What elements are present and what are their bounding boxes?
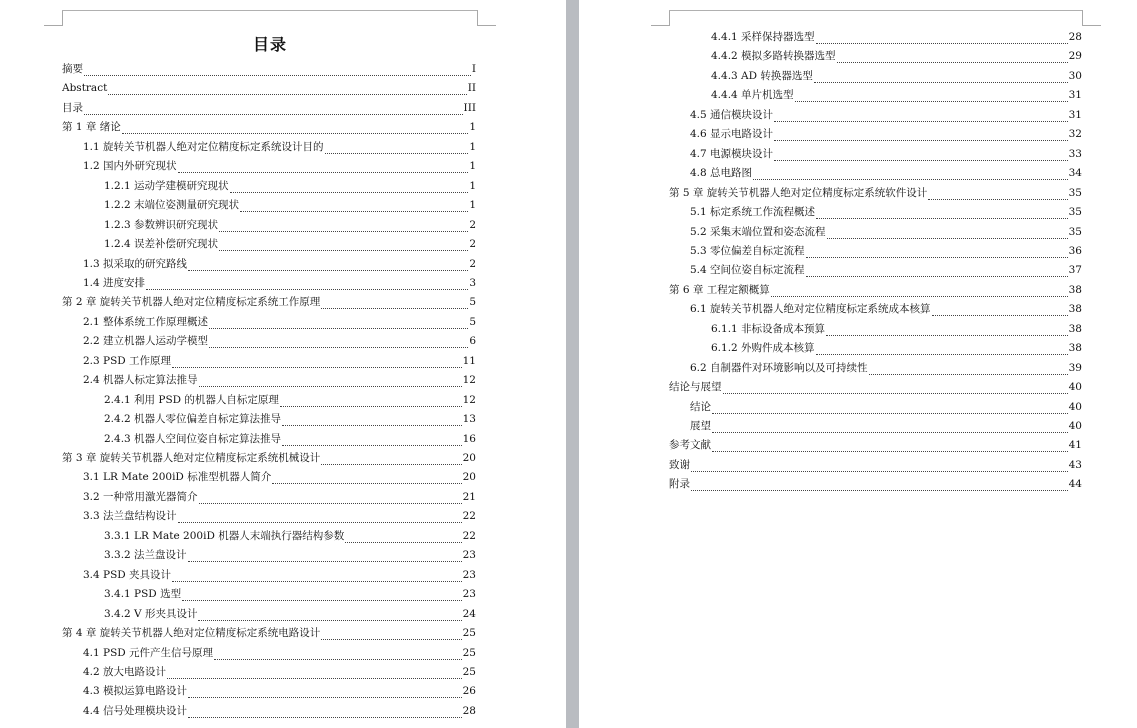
toc-dot-leader bbox=[209, 318, 468, 329]
toc-dot-leader bbox=[827, 228, 1068, 239]
toc-entry[interactable] bbox=[669, 380, 1082, 394]
toc-entry-page-number: 1 bbox=[469, 179, 476, 192]
document-page-right bbox=[579, 0, 1137, 728]
toc-entry-page-number: 20 bbox=[462, 471, 476, 484]
toc-entry-page-number: 40 bbox=[1068, 420, 1082, 432]
toc-entry-label: 1.2.4 误差补偿研究现状 bbox=[104, 238, 219, 251]
toc-entry[interactable] bbox=[669, 458, 1082, 472]
toc-dot-leader bbox=[172, 571, 462, 582]
toc-entry-page-number: 28 bbox=[462, 704, 476, 717]
toc-entry-label: 4.2 放大电路设计 bbox=[83, 665, 167, 678]
toc-entry-label: 3.4.2 V 形夹具设计 bbox=[104, 607, 198, 620]
toc-entry[interactable] bbox=[104, 529, 476, 543]
toc-entry-page-number: 23 bbox=[462, 549, 476, 562]
toc-entry-label: 结论 bbox=[690, 400, 711, 413]
toc-entry[interactable] bbox=[669, 438, 1082, 452]
toc-dot-leader bbox=[167, 668, 462, 679]
toc-entry-label: 4.4 信号处理模块设计 bbox=[83, 704, 188, 717]
toc-entry-page-number: 12 bbox=[462, 374, 476, 387]
toc-entry-label: 1.2.3 参数辨识研究现状 bbox=[104, 218, 219, 231]
toc-dot-leader bbox=[753, 169, 1068, 180]
toc-entry-label: 1.1 旋转关节机器人绝对定位精度标定系统设计目的 bbox=[83, 140, 324, 153]
toc-entry[interactable] bbox=[690, 419, 1082, 433]
toc-entry[interactable] bbox=[104, 179, 476, 193]
toc-entry-page-number: 25 bbox=[462, 665, 476, 678]
toc-dot-leader bbox=[219, 221, 468, 232]
toc-dot-leader bbox=[198, 610, 461, 621]
toc-entry-page-number: 35 bbox=[1068, 225, 1082, 238]
toc-entry-label: 3.1 LR Mate 200iD 标准型机器人简介 bbox=[83, 471, 272, 484]
toc-entry-page-number: 38 bbox=[1068, 283, 1082, 296]
toc-entry[interactable] bbox=[690, 400, 1082, 414]
toc-dot-leader bbox=[712, 441, 1068, 452]
toc-dot-leader bbox=[932, 305, 1068, 316]
toc-entry-label: 2.3 PSD 工作原理 bbox=[83, 354, 172, 367]
toc-dot-leader bbox=[84, 65, 471, 76]
toc-entry-label: 5.4 空间位姿自标定流程 bbox=[690, 264, 805, 277]
toc-entry-page-number: 38 bbox=[1068, 322, 1082, 335]
toc-entry-page-number: 26 bbox=[462, 685, 476, 698]
toc-entry-page-number: 40 bbox=[1068, 381, 1082, 394]
toc-dot-leader bbox=[282, 435, 462, 446]
toc-dot-leader bbox=[816, 208, 1068, 219]
toc-entry[interactable] bbox=[104, 548, 476, 562]
toc-entry-page-number: 1 bbox=[469, 140, 476, 153]
page-gutter bbox=[566, 0, 579, 728]
toc-entry-label: Abstract bbox=[62, 82, 108, 95]
toc-entry-label: 1.2.1 运动学建模研究现状 bbox=[104, 179, 229, 192]
page-top-rule bbox=[669, 10, 1082, 11]
toc-entry-label: 1.4 进度安排 bbox=[83, 276, 146, 289]
toc-dot-leader bbox=[188, 687, 462, 698]
toc-entry-label: 1.2 国内外研究现状 bbox=[83, 160, 177, 173]
toc-entry-label: 3.2 一种常用激光器简介 bbox=[83, 490, 198, 503]
toc-dot-leader bbox=[691, 461, 1068, 472]
toc-entry-label: 2.1 整体系统工作原理概述 bbox=[83, 315, 209, 328]
toc-entry-label: 第 6 章 工程定额概算 bbox=[669, 283, 770, 296]
toc-dot-leader bbox=[230, 182, 469, 193]
toc-entry-label: 4.5 通信模块设计 bbox=[690, 108, 774, 121]
toc-entry-page-number: 38 bbox=[1068, 342, 1082, 355]
toc-entry[interactable] bbox=[83, 684, 476, 698]
toc-entry-page-number: 6 bbox=[469, 335, 476, 348]
toc-dot-leader bbox=[869, 364, 1068, 375]
toc-entry[interactable] bbox=[62, 451, 476, 465]
toc-dot-leader bbox=[84, 104, 463, 115]
toc-entry[interactable] bbox=[62, 81, 476, 95]
toc-entry-label: 目录 bbox=[62, 101, 83, 114]
toc-dot-leader bbox=[837, 52, 1068, 63]
toc-entry-page-number: 2 bbox=[469, 257, 476, 270]
toc-entry-label: 4.6 显示电路设计 bbox=[690, 128, 774, 141]
toc-dot-leader bbox=[146, 279, 468, 290]
toc-entry-page-number: 36 bbox=[1068, 244, 1082, 257]
toc-entry-label: 摘要 bbox=[62, 63, 83, 75]
toc-dot-leader bbox=[816, 344, 1068, 355]
toc-entry-label: 3.3.2 法兰盘设计 bbox=[104, 549, 187, 562]
toc-entry[interactable] bbox=[711, 322, 1082, 336]
toc-entry-label: 4.8 总电路图 bbox=[690, 167, 753, 180]
toc-entry-label: 5.1 标定系统工作流程概述 bbox=[690, 206, 816, 219]
toc-entry-page-number: 31 bbox=[1068, 89, 1082, 102]
document-page-left bbox=[0, 0, 566, 728]
toc-entry[interactable] bbox=[690, 147, 1082, 161]
toc-entry-label: 5.3 零位偏差自标定流程 bbox=[690, 244, 805, 257]
toc-entry-page-number: 34 bbox=[1068, 167, 1082, 180]
toc-dot-leader bbox=[771, 286, 1068, 297]
toc-entry[interactable] bbox=[690, 263, 1082, 277]
toc-entry-page-number: 33 bbox=[1068, 147, 1082, 160]
toc-dot-leader bbox=[712, 403, 1068, 414]
crop-mark-top-right bbox=[477, 10, 496, 26]
toc-dot-leader bbox=[214, 649, 462, 660]
toc-entry-page-number: 35 bbox=[1068, 206, 1082, 219]
toc-dot-leader bbox=[325, 143, 469, 154]
toc-entry-label: 参考文献 bbox=[669, 439, 711, 452]
toc-entry[interactable] bbox=[83, 470, 476, 484]
toc-dot-leader bbox=[774, 111, 1068, 122]
toc-entry-page-number: 38 bbox=[1068, 303, 1082, 316]
toc-dot-leader bbox=[321, 454, 461, 465]
toc-entry-label: 4.1 PSD 元件产生信号原理 bbox=[83, 646, 214, 659]
toc-entry-page-number: 21 bbox=[462, 490, 476, 503]
toc-entry[interactable] bbox=[83, 334, 476, 348]
toc-dot-leader bbox=[182, 590, 462, 601]
toc-entry[interactable] bbox=[690, 302, 1082, 316]
toc-entry-label: 4.4.2 模拟多路转换器选型 bbox=[711, 50, 836, 63]
toc-entry-page-number: 43 bbox=[1068, 458, 1082, 471]
toc-dot-leader bbox=[691, 480, 1068, 491]
toc-entry-page-number: 20 bbox=[462, 452, 476, 464]
toc-entry-page-number: 5 bbox=[469, 296, 476, 309]
toc-entry[interactable] bbox=[104, 393, 476, 407]
toc-dot-leader bbox=[712, 422, 1068, 433]
toc-entry-page-number: 22 bbox=[462, 529, 476, 542]
toc-entry-label: 5.2 采集末端位置和姿态流程 bbox=[690, 225, 826, 238]
toc-entry[interactable] bbox=[669, 477, 1082, 491]
toc-entry[interactable] bbox=[104, 607, 476, 621]
toc-entry-page-number: 39 bbox=[1068, 361, 1082, 374]
toc-dot-leader bbox=[240, 201, 468, 212]
toc-entry[interactable] bbox=[83, 159, 476, 173]
toc-entry-label: 2.4.3 机器人空间位姿自标定算法推导 bbox=[104, 432, 282, 445]
toc-entry[interactable] bbox=[690, 361, 1082, 375]
toc-dot-leader bbox=[280, 396, 462, 407]
toc-entry-label: 展望 bbox=[690, 420, 711, 432]
toc-entry-label: 结论与展望 bbox=[669, 381, 722, 394]
toc-entry-page-number: 35 bbox=[1068, 186, 1082, 199]
toc-entry[interactable] bbox=[711, 341, 1082, 355]
toc-entry[interactable] bbox=[83, 509, 476, 523]
toc-dot-leader bbox=[172, 357, 462, 368]
toc-dot-leader bbox=[272, 473, 461, 484]
toc-entry-page-number: II bbox=[467, 82, 476, 95]
toc-entry-page-number: I bbox=[471, 63, 476, 75]
toc-entry-label: 附录 bbox=[669, 478, 690, 491]
toc-entry-page-number: 25 bbox=[462, 646, 476, 659]
toc-entry[interactable] bbox=[690, 205, 1082, 219]
toc-entry-page-number: 22 bbox=[462, 510, 476, 523]
toc-entry[interactable] bbox=[711, 30, 1082, 44]
toc-entry-page-number: 2 bbox=[469, 238, 476, 251]
toc-dot-leader bbox=[826, 325, 1068, 336]
toc-entry-page-number: 30 bbox=[1068, 69, 1082, 82]
toc-dot-leader bbox=[774, 130, 1068, 141]
toc-dot-leader bbox=[774, 150, 1068, 161]
toc-entry-page-number: 40 bbox=[1068, 400, 1082, 413]
toc-dot-leader bbox=[178, 162, 469, 173]
toc-entry[interactable] bbox=[62, 295, 476, 309]
toc-dot-leader bbox=[188, 707, 462, 718]
toc-entry-page-number: 44 bbox=[1068, 478, 1082, 491]
toc-entry-label: 3.4.1 PSD 选型 bbox=[104, 588, 182, 601]
toc-entry[interactable] bbox=[690, 108, 1082, 122]
toc-entry-page-number: 28 bbox=[1068, 31, 1082, 43]
toc-entry-label: 第 2 章 旋转关节机器人绝对定位精度标定系统工作原理 bbox=[62, 296, 321, 309]
toc-entry[interactable] bbox=[62, 626, 476, 640]
toc-entry[interactable] bbox=[711, 49, 1082, 63]
toc-entry[interactable] bbox=[690, 244, 1082, 258]
toc-entry[interactable] bbox=[104, 412, 476, 426]
toc-dot-leader bbox=[188, 551, 462, 562]
toc-entry[interactable] bbox=[62, 120, 476, 134]
toc-dot-leader bbox=[928, 189, 1067, 200]
toc-entry-label: 4.4.1 采样保持器选型 bbox=[711, 31, 815, 43]
toc-entry-label: 3.3.1 LR Mate 200iD 机器人末端执行器结构参数 bbox=[104, 529, 345, 542]
toc-dot-leader bbox=[199, 376, 462, 387]
toc-dot-leader bbox=[814, 72, 1068, 83]
toc-entry-label: 6.2 自制器件对环境影响以及可持续性 bbox=[690, 361, 868, 374]
toc-entry-label: 2.4 机器人标定算法推导 bbox=[83, 374, 198, 387]
toc-entry-label: 第 5 章 旋转关节机器人绝对定位精度标定系统软件设计 bbox=[669, 186, 928, 199]
toc-entry-page-number: 41 bbox=[1068, 439, 1082, 452]
toc-entry[interactable] bbox=[104, 237, 476, 251]
page-top-rule bbox=[62, 10, 477, 11]
toc-entry[interactable] bbox=[83, 140, 476, 154]
toc-entry[interactable] bbox=[690, 225, 1082, 239]
toc-entry[interactable] bbox=[83, 276, 476, 290]
toc-entry-page-number: 25 bbox=[462, 627, 476, 640]
toc-title: 目录 bbox=[252, 35, 287, 54]
toc-entry[interactable] bbox=[104, 587, 476, 601]
crop-mark-top-left bbox=[44, 10, 63, 26]
toc-entry[interactable] bbox=[83, 257, 476, 271]
toc-dot-leader bbox=[188, 260, 468, 271]
toc-entry-label: 6.1.2 外购件成本核算 bbox=[711, 342, 815, 355]
toc-dot-leader bbox=[345, 532, 461, 543]
toc-dot-leader bbox=[806, 247, 1068, 258]
toc-entry-page-number: 31 bbox=[1068, 108, 1082, 121]
toc-dot-leader bbox=[816, 33, 1068, 44]
toc-dot-leader bbox=[806, 266, 1068, 277]
toc-entry-page-number: 23 bbox=[462, 568, 476, 581]
toc-entry-page-number: 3 bbox=[469, 276, 476, 289]
toc-entry-label: 第 4 章 旋转关节机器人绝对定位精度标定系统电路设计 bbox=[62, 627, 321, 640]
toc-entry-page-number: 5 bbox=[469, 315, 476, 328]
toc-entry-label: 2.4.1 利用 PSD 的机器人自标定原理 bbox=[104, 393, 279, 406]
toc-entry-page-number: 16 bbox=[462, 432, 476, 445]
toc-entry-label: 第 3 章 旋转关节机器人绝对定位精度标定系统机械设计 bbox=[62, 452, 321, 464]
toc-dot-leader bbox=[108, 84, 466, 95]
toc-entry-page-number: 32 bbox=[1068, 128, 1082, 141]
toc-entry[interactable] bbox=[83, 665, 476, 679]
toc-entry-page-number: 1 bbox=[469, 121, 476, 134]
toc-entry-page-number: 12 bbox=[462, 393, 476, 406]
toc-entry-page-number: 1 bbox=[469, 160, 476, 173]
toc-dot-leader bbox=[209, 337, 468, 348]
toc-entry[interactable] bbox=[83, 373, 476, 387]
toc-entry[interactable] bbox=[83, 704, 476, 718]
toc-entry[interactable] bbox=[711, 69, 1082, 83]
toc-entry-label: 6.1.1 非标设备成本预算 bbox=[711, 322, 826, 335]
toc-entry-page-number: III bbox=[463, 101, 476, 114]
toc-entry-label: 4.4.4 单片机选型 bbox=[711, 89, 794, 102]
toc-entry-page-number: 29 bbox=[1068, 50, 1082, 63]
toc-entry[interactable] bbox=[104, 198, 476, 212]
toc-dot-leader bbox=[219, 240, 468, 251]
toc-entry[interactable] bbox=[690, 166, 1082, 180]
toc-entry-page-number: 13 bbox=[462, 413, 476, 426]
toc-entry-label: 第 1 章 绪论 bbox=[62, 121, 121, 134]
toc-entry-page-number: 24 bbox=[462, 607, 476, 620]
toc-entry-label: 2.2 建立机器人运动学模型 bbox=[83, 335, 209, 348]
toc-entry-label: 6.1 旋转关节机器人绝对定位精度标定系统成本核算 bbox=[690, 303, 931, 316]
toc-entry-label: 2.4.2 机器人零位偏差自标定算法推导 bbox=[104, 413, 282, 426]
toc-entry-label: 1.3 拟采取的研究路线 bbox=[83, 257, 188, 270]
toc-entry[interactable] bbox=[83, 354, 476, 368]
toc-entry-label: 3.3 法兰盘结构设计 bbox=[83, 510, 177, 523]
toc-entry[interactable] bbox=[83, 490, 476, 504]
toc-entry[interactable] bbox=[690, 127, 1082, 141]
toc-entry-label: 1.2.2 末端位姿测量研究现状 bbox=[104, 199, 240, 212]
toc-entry-page-number: 11 bbox=[462, 354, 476, 367]
toc-entry-label: 致谢 bbox=[669, 458, 690, 471]
toc-entry-page-number: 37 bbox=[1068, 264, 1082, 277]
toc-entry[interactable] bbox=[669, 283, 1082, 297]
toc-entry[interactable] bbox=[83, 646, 476, 660]
toc-dot-leader bbox=[199, 493, 462, 504]
toc-dot-leader bbox=[122, 123, 469, 134]
toc-dot-leader bbox=[795, 91, 1068, 102]
toc-entry[interactable] bbox=[83, 315, 476, 329]
toc-entry-page-number: 1 bbox=[469, 199, 476, 212]
toc-dot-leader bbox=[282, 415, 462, 426]
toc-entry-page-number: 23 bbox=[462, 588, 476, 601]
toc-dot-leader bbox=[321, 298, 468, 309]
toc-entry[interactable] bbox=[62, 101, 476, 115]
toc-entry-label: 4.7 电源模块设计 bbox=[690, 147, 774, 160]
toc-entry[interactable] bbox=[669, 186, 1082, 200]
toc-entry-label: 4.4.3 AD 转换器选型 bbox=[711, 69, 813, 82]
crop-mark-top-left bbox=[651, 10, 670, 26]
toc-entry-label: 3.4 PSD 夹具设计 bbox=[83, 568, 172, 581]
toc-entry-label: 4.3 模拟运算电路设计 bbox=[83, 685, 188, 698]
toc-entry[interactable] bbox=[104, 218, 476, 232]
toc-entry-page-number: 2 bbox=[469, 218, 476, 231]
toc-dot-leader bbox=[723, 383, 1068, 394]
toc-entry[interactable] bbox=[711, 88, 1082, 102]
toc-entry[interactable] bbox=[83, 568, 476, 582]
toc-dot-leader bbox=[321, 629, 461, 640]
toc-dot-leader bbox=[178, 512, 462, 523]
toc-entry[interactable] bbox=[104, 432, 476, 446]
toc-entry[interactable] bbox=[62, 62, 476, 76]
crop-mark-top-right bbox=[1082, 10, 1101, 26]
